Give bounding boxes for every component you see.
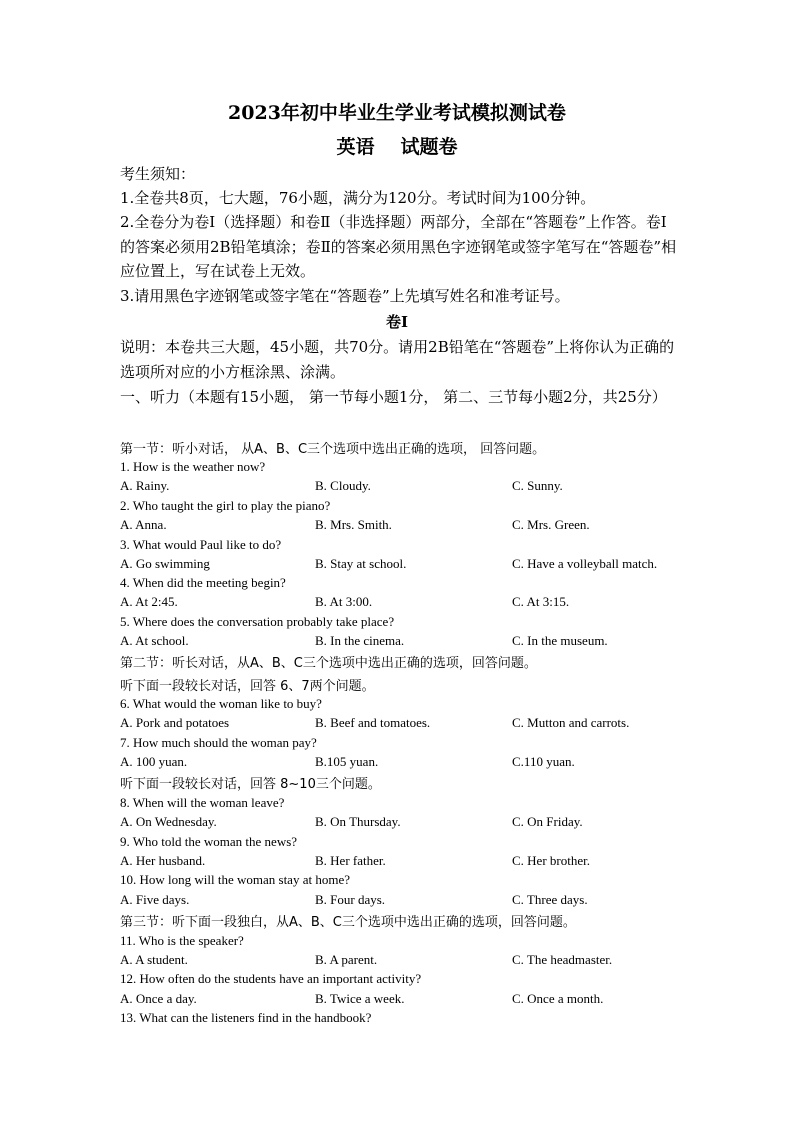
exam-title: 2023年初中毕业生学业考试模拟测试卷 xyxy=(228,102,566,124)
question-13: 13. What can the listeners find in the handbook? xyxy=(120,1010,372,1025)
option-9b: B. Her father. xyxy=(315,853,386,868)
part-one-description: 说明：本卷共三大题，45小题，共70分。请用2B铅笔在“答题卷”上将你认为正确的选项所对应的小方框涂黑、涂满。 xyxy=(120,338,675,381)
option-1a: A. Rainy. xyxy=(120,478,170,493)
question-5: 5. Where does the conversation probably take place? xyxy=(120,614,395,629)
notice-item-1: 1.全卷共8页，七大题，76小题，满分为120分。考试时间为100分钟。 xyxy=(120,189,596,207)
option-10a: A. Five days. xyxy=(120,892,190,907)
subject-label: 英语 xyxy=(336,136,375,158)
question-7: 7. How much should the woman pay? xyxy=(120,735,317,750)
question-10: 10. How long will the woman stay at home? xyxy=(120,872,350,887)
question-4: 4. When did the meeting begin? xyxy=(120,575,286,590)
question-9: 9. Who told the woman the news? xyxy=(120,834,298,849)
option-6b: B. Beef and tomatoes. xyxy=(315,715,431,730)
option-11a: A. A student. xyxy=(120,952,188,967)
question-12: 12. How often do the students have an important activity? xyxy=(120,971,422,986)
option-4a: A. At 2:45. xyxy=(120,594,178,609)
option-7b: B.105 yuan. xyxy=(315,754,379,769)
option-12a: A. Once a day. xyxy=(120,991,197,1006)
option-9a: A. Her husband. xyxy=(120,853,206,868)
option-7a: A. 100 yuan. xyxy=(120,754,188,769)
option-5b: B. In the cinema. xyxy=(315,633,405,648)
option-5c: C. In the museum. xyxy=(512,633,608,648)
paper-type-label: 试题卷 xyxy=(400,136,458,158)
section-3-instruction: 第三节：听下面一段独白，从A、B、C三个选项中选出正确的选项，回答问题。 xyxy=(120,915,576,930)
option-4b: B. At 3:00. xyxy=(315,594,373,609)
section-1-instruction: 第一节：听小对话， 从A、B、C三个选项中选出正确的选项， 回答问题。 xyxy=(120,442,546,457)
option-1c: C. Sunny. xyxy=(512,478,563,493)
option-6c: C. Mutton and carrots. xyxy=(512,715,630,730)
exam-subtitle xyxy=(0,132,794,159)
option-10b: B. Four days. xyxy=(315,892,386,907)
option-12b: B. Twice a week. xyxy=(315,991,405,1006)
option-2a: A. Anna. xyxy=(120,517,167,532)
question-3: 3. What would Paul like to do? xyxy=(120,537,282,552)
option-7c: C.110 yuan. xyxy=(512,754,575,769)
option-1b: B. Cloudy. xyxy=(315,478,371,493)
option-8c: C. On Friday. xyxy=(512,814,583,829)
option-3b: B. Stay at school. xyxy=(315,556,407,571)
option-2c: C. Mrs. Green. xyxy=(512,517,590,532)
section-2-instruction: 第二节：听长对话，从A、B、C三个选项中选出正确的选项，回答问题。 xyxy=(120,656,537,671)
listening-section-heading: 一、听力（本题有15小题， 第一节每小题1分， 第二、三节每小题2分，共25分） xyxy=(120,388,667,406)
option-12c: C. Once a month. xyxy=(512,991,604,1006)
option-2b: B. Mrs. Smith. xyxy=(315,517,392,532)
option-8b: B. On Thursday. xyxy=(315,814,401,829)
option-9c: C. Her brother. xyxy=(512,853,590,868)
option-11b: B. A parent. xyxy=(315,952,378,967)
section-2b-instruction: 听下面一段较长对话，回答 8~10三个问题。 xyxy=(120,777,381,792)
option-6a: A. Pork and potatoes xyxy=(120,715,230,730)
option-8a: A. On Wednesday. xyxy=(120,814,217,829)
option-11c: C. The headmaster. xyxy=(512,952,613,967)
section-2a-instruction: 听下面一段较长对话，回答 6、7两个问题。 xyxy=(120,679,375,694)
question-6: 6. What would the woman like to buy? xyxy=(120,696,322,711)
option-10c: C. Three days. xyxy=(512,892,588,907)
option-3c: C. Have a volleyball match. xyxy=(512,556,658,571)
notice-item-2: 2.全卷分为卷Ⅰ（选择题）和卷Ⅱ（非选择题）两部分，全部在“答题卷”上作答。卷Ⅰ的答案必须用2B铅笔填涂；卷Ⅱ的答案必须用黑色字迹钢笔或签字笔写在“答题卷”相应位置上，写在试卷上无效。 xyxy=(120,213,677,280)
part-one-label: 卷Ⅰ xyxy=(385,313,409,331)
option-5a: A. At school. xyxy=(120,633,189,648)
notice-item-3: 3.请用黑色字迹钢笔或签字笔在“答题卷”上先填写姓名和准考证号。 xyxy=(120,287,570,305)
option-3a: A. Go swimming xyxy=(120,556,210,571)
question-2: 2. Who taught the girl to play the piano? xyxy=(120,498,331,513)
question-8: 8. When will the woman leave? xyxy=(120,795,285,810)
question-1: 1. How is the weather now? xyxy=(120,459,266,474)
notice-heading: 考生须知： xyxy=(120,165,196,183)
question-11: 11. Who is the speaker? xyxy=(120,933,244,948)
option-4c: C. At 3:15. xyxy=(512,594,570,609)
